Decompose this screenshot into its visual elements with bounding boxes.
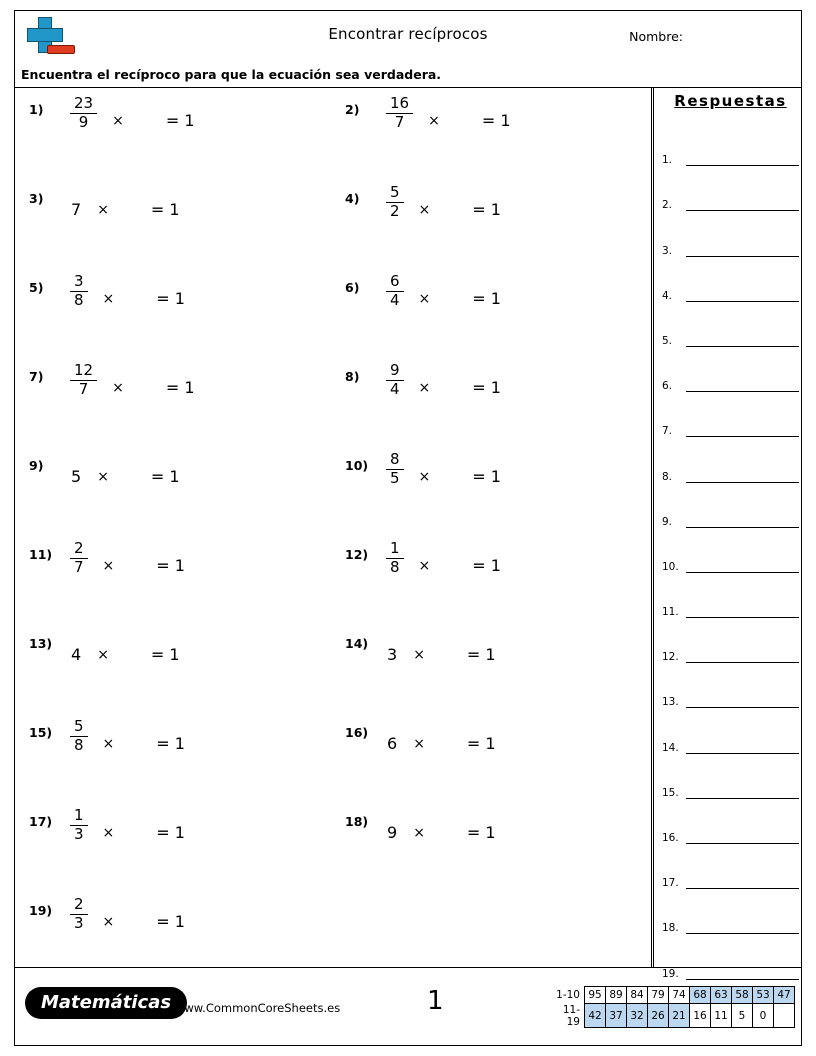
answer-blank-line[interactable] bbox=[686, 482, 799, 483]
answer-row[interactable] bbox=[660, 531, 801, 576]
answer-number: 10. bbox=[662, 560, 679, 573]
equals-one: = 1 bbox=[156, 556, 185, 576]
fraction-denominator: 9 bbox=[70, 113, 97, 131]
answer-blank-line[interactable] bbox=[686, 707, 799, 708]
fraction bbox=[383, 452, 407, 487]
answer-row[interactable] bbox=[660, 711, 801, 756]
answers-title: Respuestas bbox=[674, 92, 787, 110]
problem-item bbox=[331, 444, 647, 533]
equation bbox=[383, 541, 501, 576]
problem-item bbox=[331, 800, 647, 889]
equals-one: = 1 bbox=[156, 289, 185, 309]
fraction-denominator: 3 bbox=[70, 825, 88, 843]
grading-key-cell: 37 bbox=[606, 1004, 627, 1028]
problem-number: 17) bbox=[29, 814, 53, 829]
answer-number: 16. bbox=[662, 832, 679, 844]
equation bbox=[67, 363, 195, 398]
fraction-numerator: 5 bbox=[74, 717, 84, 735]
answer-number: 4. bbox=[662, 289, 673, 302]
problem-item bbox=[15, 355, 331, 444]
answer-number: 6. bbox=[662, 380, 673, 393]
equation bbox=[67, 541, 185, 576]
page-footer bbox=[15, 967, 801, 1045]
fraction-denominator: 4 bbox=[386, 380, 404, 398]
whole-number: 3 bbox=[387, 645, 398, 664]
problem-item bbox=[331, 177, 647, 266]
equals-one: = 1 bbox=[466, 823, 496, 842]
answer-blank-line[interactable] bbox=[686, 256, 799, 257]
problem-item bbox=[331, 533, 647, 622]
fraction-numerator: 1 bbox=[74, 806, 84, 824]
name-label: Nombre: bbox=[629, 29, 683, 44]
grading-key-cell: 26 bbox=[648, 1004, 669, 1028]
answer-row[interactable] bbox=[660, 124, 801, 169]
whole-number: 4 bbox=[71, 645, 82, 664]
grading-key-cell: 0 bbox=[753, 1004, 774, 1028]
grading-key-cell: 84 bbox=[627, 987, 648, 1004]
equation bbox=[383, 452, 501, 487]
equation bbox=[383, 274, 501, 309]
answer-row[interactable] bbox=[660, 576, 801, 621]
answer-blank-line[interactable] bbox=[686, 933, 799, 934]
equation bbox=[67, 719, 185, 754]
grading-key-cell: 95 bbox=[585, 987, 606, 1004]
worksheet-page bbox=[14, 10, 802, 1046]
whole-number: 7 bbox=[71, 200, 82, 219]
problem-item bbox=[331, 88, 647, 177]
answer-number: 9. bbox=[662, 515, 673, 528]
instruction-text: Encuentra el recíproco para que la ecuación sea verdadera. bbox=[21, 67, 442, 82]
fraction bbox=[67, 96, 100, 131]
equals-one: = 1 bbox=[150, 200, 180, 219]
grading-key-cell: 21 bbox=[669, 1004, 690, 1028]
answer-row[interactable] bbox=[660, 214, 801, 259]
red-bar-shape bbox=[47, 45, 75, 54]
answer-number: 11. bbox=[662, 606, 679, 619]
problem-number: 6) bbox=[345, 280, 360, 295]
answer-row[interactable] bbox=[660, 260, 801, 305]
answer-blank-line[interactable] bbox=[686, 798, 799, 799]
whole-number: 5 bbox=[71, 467, 82, 486]
problem-item bbox=[15, 889, 331, 978]
answers-column bbox=[660, 88, 801, 980]
answer-blank-line[interactable] bbox=[686, 888, 799, 889]
answer-blank-line[interactable] bbox=[686, 527, 799, 528]
multiply-sign: × bbox=[418, 201, 431, 218]
multiply-sign: × bbox=[102, 290, 115, 307]
problem-number: 10) bbox=[345, 458, 369, 473]
answer-number: 3. bbox=[662, 244, 673, 257]
fraction-denominator: 8 bbox=[386, 558, 404, 576]
equation bbox=[67, 897, 185, 932]
grading-key-cell: 79 bbox=[648, 987, 669, 1004]
page-header bbox=[15, 11, 801, 61]
problem-number: 19) bbox=[29, 903, 53, 918]
equals-one: = 1 bbox=[156, 734, 185, 754]
fraction bbox=[67, 897, 91, 932]
grading-key-cell: 53 bbox=[753, 987, 774, 1004]
grading-key-range: 11-19 bbox=[562, 1003, 580, 1028]
multiply-sign: × bbox=[97, 201, 109, 218]
page-number: 1 bbox=[427, 986, 444, 1016]
multiply-sign: × bbox=[418, 468, 431, 485]
equation bbox=[383, 185, 501, 220]
fraction-numerator: 9 bbox=[390, 361, 400, 379]
answer-row[interactable] bbox=[660, 486, 801, 531]
multiply-sign: × bbox=[97, 468, 109, 485]
multiply-sign: × bbox=[413, 735, 425, 752]
problem-item bbox=[331, 355, 647, 444]
problem-number: 18) bbox=[345, 814, 369, 829]
fraction bbox=[383, 185, 407, 220]
grading-key-cell bbox=[774, 1004, 795, 1028]
answer-number: 17. bbox=[662, 877, 679, 890]
answer-blank-line[interactable] bbox=[686, 843, 799, 844]
multiply-sign: × bbox=[418, 557, 431, 574]
equation bbox=[67, 185, 180, 219]
answer-row[interactable] bbox=[660, 169, 801, 214]
fraction bbox=[383, 541, 407, 576]
problem-number: 16) bbox=[345, 725, 369, 740]
vertical-divider bbox=[651, 88, 654, 968]
grading-key-body bbox=[555, 987, 795, 1028]
multiply-sign: × bbox=[418, 290, 431, 307]
problem-number: 4) bbox=[345, 191, 360, 206]
problem-item bbox=[331, 622, 647, 711]
answer-number: 15. bbox=[662, 786, 679, 799]
equals-one: = 1 bbox=[472, 289, 501, 309]
equation bbox=[383, 363, 501, 398]
answer-blank-line[interactable] bbox=[686, 436, 799, 437]
fraction-numerator: 16 bbox=[390, 94, 410, 112]
page-title: Encontrar recíprocos bbox=[328, 25, 488, 43]
problem-item bbox=[331, 711, 647, 800]
problem-number: 13) bbox=[29, 636, 53, 651]
problem-number: 15) bbox=[29, 725, 53, 740]
grading-key-cell: 74 bbox=[669, 987, 690, 1004]
answer-number: 13. bbox=[662, 696, 679, 709]
answer-number: 1. bbox=[662, 154, 673, 167]
answer-number: 8. bbox=[662, 470, 673, 483]
equals-one: = 1 bbox=[156, 823, 185, 843]
fraction-numerator: 5 bbox=[390, 183, 400, 201]
equals-one: = 1 bbox=[156, 912, 185, 932]
site-url: www.CommonCoreSheets.es bbox=[175, 1001, 341, 1015]
equals-one: = 1 bbox=[472, 467, 501, 487]
multiply-sign: × bbox=[102, 824, 115, 841]
multiply-sign: × bbox=[102, 913, 115, 930]
grading-key-row bbox=[555, 987, 795, 1004]
problem-item bbox=[15, 444, 331, 533]
grading-key-cell: 58 bbox=[732, 987, 753, 1004]
fraction-numerator: 2 bbox=[74, 895, 84, 913]
fraction bbox=[383, 274, 407, 309]
multiply-sign: × bbox=[102, 557, 115, 574]
problem-item bbox=[15, 177, 331, 266]
fraction-numerator: 1 bbox=[390, 539, 400, 557]
answer-number: 19. bbox=[662, 967, 679, 980]
fraction-denominator: 3 bbox=[70, 914, 88, 932]
answer-blank-line[interactable] bbox=[686, 662, 799, 663]
multiply-sign: × bbox=[102, 735, 115, 752]
fraction-numerator: 2 bbox=[74, 539, 84, 557]
answer-row[interactable] bbox=[660, 621, 801, 666]
problem-number: 1) bbox=[29, 102, 44, 117]
problem-number: 5) bbox=[29, 280, 44, 295]
fraction-denominator: 4 bbox=[386, 291, 404, 309]
multiply-sign: × bbox=[418, 379, 431, 396]
equation bbox=[383, 630, 496, 664]
multiply-sign: × bbox=[112, 112, 124, 129]
answer-number: 14. bbox=[662, 741, 679, 754]
equals-one: = 1 bbox=[150, 645, 180, 664]
fraction bbox=[67, 808, 91, 843]
whole-number: 9 bbox=[387, 823, 398, 842]
answer-blank-line[interactable] bbox=[686, 391, 799, 392]
problem-item bbox=[331, 266, 647, 355]
problems-column bbox=[15, 88, 647, 968]
brand-badge: Matemáticas bbox=[25, 987, 187, 1019]
equation bbox=[67, 96, 195, 131]
equals-one: = 1 bbox=[150, 467, 180, 486]
answer-row[interactable] bbox=[660, 440, 801, 485]
problem-number: 14) bbox=[345, 636, 369, 651]
equation bbox=[67, 452, 180, 486]
answer-row[interactable] bbox=[660, 757, 801, 802]
grading-key-cell: 11 bbox=[711, 1004, 732, 1028]
fraction-numerator: 3 bbox=[74, 272, 84, 290]
equation bbox=[67, 630, 180, 664]
grading-key-table bbox=[555, 986, 796, 1028]
grading-key-cell: 5 bbox=[732, 1004, 753, 1028]
fraction bbox=[67, 719, 91, 754]
problem-number: 9) bbox=[29, 458, 44, 473]
fraction-denominator: 5 bbox=[386, 469, 404, 487]
equals-one: = 1 bbox=[472, 556, 501, 576]
grading-key-cell: 16 bbox=[690, 1004, 711, 1028]
answer-number: 7. bbox=[662, 425, 673, 438]
grading-key-cell: 42 bbox=[585, 1004, 606, 1028]
answer-row[interactable] bbox=[660, 350, 801, 395]
answer-number: 5. bbox=[662, 334, 673, 347]
answer-row[interactable] bbox=[660, 395, 801, 440]
answer-blank-line[interactable] bbox=[686, 572, 799, 573]
problem-number: 11) bbox=[29, 547, 53, 562]
problem-item bbox=[15, 88, 331, 177]
grading-key-cell: 89 bbox=[606, 987, 627, 1004]
equals-one: = 1 bbox=[472, 200, 501, 220]
answer-row[interactable] bbox=[660, 305, 801, 350]
answer-row[interactable] bbox=[660, 847, 801, 892]
whole-number: 6 bbox=[387, 734, 398, 753]
problem-item bbox=[15, 533, 331, 622]
equals-one: = 1 bbox=[472, 378, 501, 398]
fraction-denominator: 7 bbox=[386, 113, 413, 131]
equals-one: = 1 bbox=[165, 378, 195, 398]
equation bbox=[67, 808, 185, 843]
fraction-numerator: 23 bbox=[74, 94, 94, 112]
fraction-denominator: 7 bbox=[70, 558, 88, 576]
worksheet-body bbox=[15, 88, 801, 980]
problem-number: 2) bbox=[345, 102, 360, 117]
answer-blank-line[interactable] bbox=[686, 617, 799, 618]
equals-one: = 1 bbox=[481, 111, 511, 131]
answer-blank-line[interactable] bbox=[686, 753, 799, 754]
equals-one: = 1 bbox=[466, 734, 496, 753]
grading-key-cell: 63 bbox=[711, 987, 732, 1004]
fraction-denominator: 2 bbox=[386, 202, 404, 220]
equation bbox=[67, 274, 185, 309]
fraction-numerator: 12 bbox=[74, 361, 94, 379]
problem-number: 8) bbox=[345, 369, 360, 384]
problem-number: 3) bbox=[29, 191, 44, 206]
answer-blank-line[interactable] bbox=[686, 346, 799, 347]
fraction-numerator: 6 bbox=[390, 272, 400, 290]
equation bbox=[383, 719, 496, 753]
answer-number: 18. bbox=[662, 922, 679, 935]
answer-number: 12. bbox=[662, 651, 679, 664]
grading-key-row bbox=[555, 1004, 795, 1028]
answer-row[interactable] bbox=[660, 802, 801, 847]
answer-row[interactable] bbox=[660, 666, 801, 711]
grading-key-cell: 47 bbox=[774, 987, 795, 1004]
answer-number: 2. bbox=[662, 199, 673, 212]
multiply-sign: × bbox=[413, 646, 425, 663]
problem-item bbox=[15, 711, 331, 800]
problem-item bbox=[15, 800, 331, 889]
equals-one: = 1 bbox=[165, 111, 195, 131]
problem-item bbox=[15, 622, 331, 711]
fraction-denominator: 8 bbox=[70, 736, 88, 754]
equals-one: = 1 bbox=[466, 645, 496, 664]
fraction bbox=[67, 274, 91, 309]
multiply-sign: × bbox=[428, 112, 440, 129]
grading-key-range: 1-10 bbox=[556, 989, 580, 1001]
answer-blank-line[interactable] bbox=[686, 210, 799, 211]
problem-number: 7) bbox=[29, 369, 44, 384]
multiply-sign: × bbox=[112, 379, 124, 396]
answer-blank-line[interactable] bbox=[686, 301, 799, 302]
equation bbox=[383, 96, 511, 131]
grading-key-cell: 32 bbox=[627, 1004, 648, 1028]
answer-blank-line[interactable] bbox=[686, 165, 799, 166]
answer-row[interactable] bbox=[660, 892, 801, 937]
fraction bbox=[383, 96, 416, 131]
fraction bbox=[383, 363, 407, 398]
answers-list bbox=[660, 124, 801, 983]
fraction bbox=[67, 541, 91, 576]
fraction-denominator: 8 bbox=[70, 291, 88, 309]
multiply-sign: × bbox=[413, 824, 425, 841]
fraction bbox=[67, 363, 100, 398]
fraction-denominator: 7 bbox=[70, 380, 97, 398]
problem-item bbox=[15, 266, 331, 355]
problem-number: 12) bbox=[345, 547, 369, 562]
grading-key-cell: 68 bbox=[690, 987, 711, 1004]
equation bbox=[383, 808, 496, 842]
multiply-sign: × bbox=[97, 646, 109, 663]
fraction-numerator: 8 bbox=[390, 450, 400, 468]
